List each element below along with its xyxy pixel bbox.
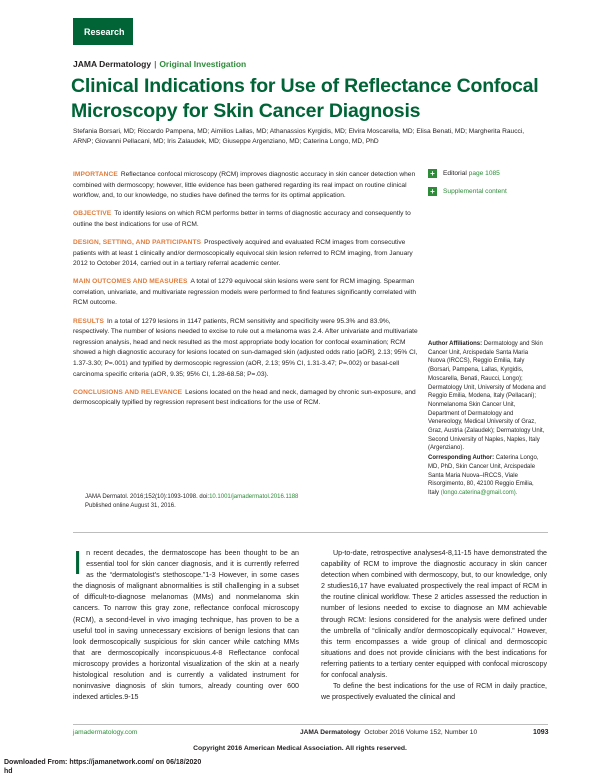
abstract-outcomes — [73, 277, 423, 309]
published-date: Published online August 31, 2016. — [85, 503, 176, 509]
citation-ref-line — [85, 493, 415, 502]
author-list: Stefania Borsari, MD; Riccardo Pampena, MD; Aimilios Lallas, MD; Athanassios Kyrgidis, MD; Elvira Moscarella, MD; Elisa Benati, MD; Margherita Raucci, ARNP; Giovanni Pellacani, MD; Iris Zalaudek, MD; Giuseppe Argenziano, MD; Caterina Longo, MD, PhD — [73, 128, 525, 145]
abstract-heading: RESULTS — [73, 317, 104, 325]
affiliations-text: Dermatology and Skin Cancer Unit, Arcispedale Santa Maria Nuova (IRCCS), Reggio Emilia, Italy (Borsari, Pampena, Lallas, Kyrgidis, Moscarella, Benati, Raucci, Longo); Dermatology Unit, University of Modena and Reggio Emilia, Modena, Italy (Pellacani); Nonmelanoma Skin Cancer Unit, Department of Dermatology and Venereology, Medical University of Graz, Graz, Austria (Zalaudek); Dermatology Unit, Second University of Naples, Naples, Italy (Argenziano). — [428, 341, 546, 452]
abstract-text: Prospectively acquired and evaluated RCM images from consecutive patients with at least 1 clinically and/or dermoscopically equivocal skin lesion referred to RCM imaging, from January 2012 to October 2014, carried out in a tertiary referral academic center. — [73, 238, 413, 268]
citation — [85, 493, 415, 511]
copyright-notice: Copyright 2016 American Medical Association. All rights reserved. — [193, 745, 407, 752]
journal-name: JAMA Dermatology — [73, 59, 152, 69]
body-column-left — [73, 544, 299, 703]
abstract-importance — [73, 170, 423, 202]
plus-icon: + — [428, 187, 437, 196]
footer-journal — [300, 729, 477, 736]
abstract-heading: CONCLUSIONS AND RELEVANCE — [73, 388, 183, 396]
supplemental-label[interactable]: Supplemental content — [443, 187, 507, 195]
journal-separator: | — [154, 59, 157, 69]
email-link[interactable]: (longo.caterina@gmail.com). — [440, 489, 518, 496]
supplemental-link[interactable] — [428, 182, 507, 200]
section-divider — [73, 532, 548, 533]
page-number: 1093 — [533, 729, 549, 736]
doi-link[interactable]: 10.1001/jamadermatol.2016.1188 — [209, 494, 299, 500]
body-paragraph: To define the best indications for the use of RCM in daily practice, we prospectively evaluated the clinical and — [321, 682, 547, 702]
citation-ref: JAMA Dermatol. 2016;152(10):1093-1098. doi: — [85, 494, 210, 500]
abstract-results — [73, 317, 423, 381]
abstract-text: In a total of 1279 lesions in 1147 patients, RCM sensitivity and specificity were 95.3% and 83.9%, respectively. The number of lesions needed to excise to rule out a melanoma was 2.4. After univariate and multivariate regression analysis, head and neck resulted as the most appropriate body location for confocal examination; RCM showed a high diagnostic accuracy for lesions located on sun-damaged skin (adjusted odds ratio [aOR], 2.13; 95% CI, 1.37-3.30; P=.001) and typified by dermoscopic regression (aOR, 2.13; 95% CI, 1.31-3.47; P=.002) or basal-cell carcinoma specific criteria (aOR, 9.35; 95% CI, 1.28-68.58; P=.03). — [73, 317, 418, 378]
editorial-link[interactable] — [428, 164, 507, 182]
footer-journal-name: JAMA Dermatology — [300, 729, 361, 736]
abstract-text: To identify lesions on which RCM performs better in terms of diagnostic accuracy and consequently to outline the best indications for use of RCM. — [73, 210, 411, 228]
editorial-label: Editorial — [443, 169, 467, 177]
affiliations-block — [428, 340, 546, 453]
abstract-heading: MAIN OUTCOMES AND MEASURES — [73, 278, 188, 286]
intro-text: n recent decades, the dermatoscope has been thought to be an essential tool for skin cancer diagnosis, and it is currently referred as the “dermatologist’s stethoscope.”1-3 However, in some cases the diagnosis of malignant abnormalities is still challenging in a subset of difficult-to-diagnose melanomas (MMs) and nonmelanoma skin cancers. To narrow this gray zone, reflectance confocal microscopy (RCM), a second-level in vivo imaging technique, has proven to be a useful tool in saving unnecessary excisions of benign lesions that can look dermoscopically suspicious for skin cancer while catching MMs that are dermoscopically inconspicuous.4-8 Reflectance confocal microscopy provides a horizontal visualization of the skin at a nearly histological resolution and is currently a validated instrument for noninvasive diagnosis of skin tumors, already counting over 600 indexed articles.9-15 — [73, 549, 299, 702]
article-title: Clinical Indications for Use of Reflectance Confocal Microscopy for Skin Cancer Diagnosis — [71, 75, 539, 122]
editorial-page[interactable]: page 1085 — [468, 169, 500, 177]
download-suffix: hd — [4, 768, 13, 775]
abstract-text: Reflectance confocal microscopy (RCM) improves diagnostic accuracy in skin cancer detection when combined with dermoscopy; however, little evidence has been gathered regarding its real impact on routine clinical workflow, and, to our knowledge, no studies have defined the terms for its optimal application. — [73, 171, 416, 200]
abstract-text: A total of 1279 equivocal skin lesions were sent for RCM imaging. Spearman correlation, univariate, and multivariate regression models were performed to find features significantly correlated with RCM outcome. — [73, 278, 417, 307]
corresponding-text: Caterina Longo, MD, PhD, Skin Cancer Unit, Arcispedale Santa Maria Nuova–IRCCS, Viale Risorgimento, 80, 42100 Reggio Emilia, Italy — [428, 455, 539, 496]
footer-divider — [73, 724, 548, 725]
abstract-objective — [73, 209, 423, 230]
abstract-design — [73, 238, 423, 270]
author-affiliations — [428, 340, 546, 499]
section-tab: Research — [73, 18, 133, 45]
plus-icon: + — [428, 169, 437, 178]
download-stamp — [4, 758, 201, 776]
footer-url[interactable]: jamadermatology.com — [73, 729, 138, 736]
abstract-conclusions — [73, 388, 423, 409]
abstract-heading: OBJECTIVE — [73, 210, 112, 218]
corresponding-author-block — [428, 454, 546, 498]
drop-cap: I — [73, 544, 83, 581]
affiliations-heading: Author Affiliations: — [428, 341, 483, 347]
side-links — [428, 164, 507, 200]
article-type: Original Investigation — [159, 59, 247, 69]
abstract — [73, 170, 423, 416]
abstract-heading: DESIGN, SETTING, AND PARTICIPANTS — [73, 238, 202, 246]
corresponding-heading: Corresponding Author: — [428, 455, 495, 462]
footer-issue: October 2016 Volume 152, Number 10 — [364, 729, 478, 736]
body-paragraph: Up-to-date, retrospective analyses4-8,11-15 have demonstrated the capability of RCM to improve the diagnostic accuracy in skin cancer detection when combined with dermoscopy, but, to our knowledge, only 2 studies16,17 have evaluated prospectively the real impact of RCM in the routine clinical workflow. These 2 articles assessed the reduction in number of lesions needed to excise to diagnose an MM achievable through RCM: lesions considered for the analysis were defined under the umbrella of “clinically and/or dermoscopically equivocal.” However, this term encompasses a wide group of clinical and dermoscopic situations and does not provide clinicians with the best indications for referring patients to a tertiary center equipped with confocal microscopy for confocal analysis. — [321, 549, 547, 680]
abstract-text: Lesions located on the head and neck, damaged by chronic sun-exposure, and dermoscopically typified by regression represent best indications for the use of RCM. — [73, 388, 416, 407]
journal-line — [73, 59, 246, 69]
intro-paragraph — [73, 544, 299, 703]
body-column-right — [321, 548, 547, 703]
abstract-heading: IMPORTANCE — [73, 171, 118, 178]
download-line: Downloaded From: https://jamanetwork.com/ on 06/18/2020 — [4, 759, 202, 766]
